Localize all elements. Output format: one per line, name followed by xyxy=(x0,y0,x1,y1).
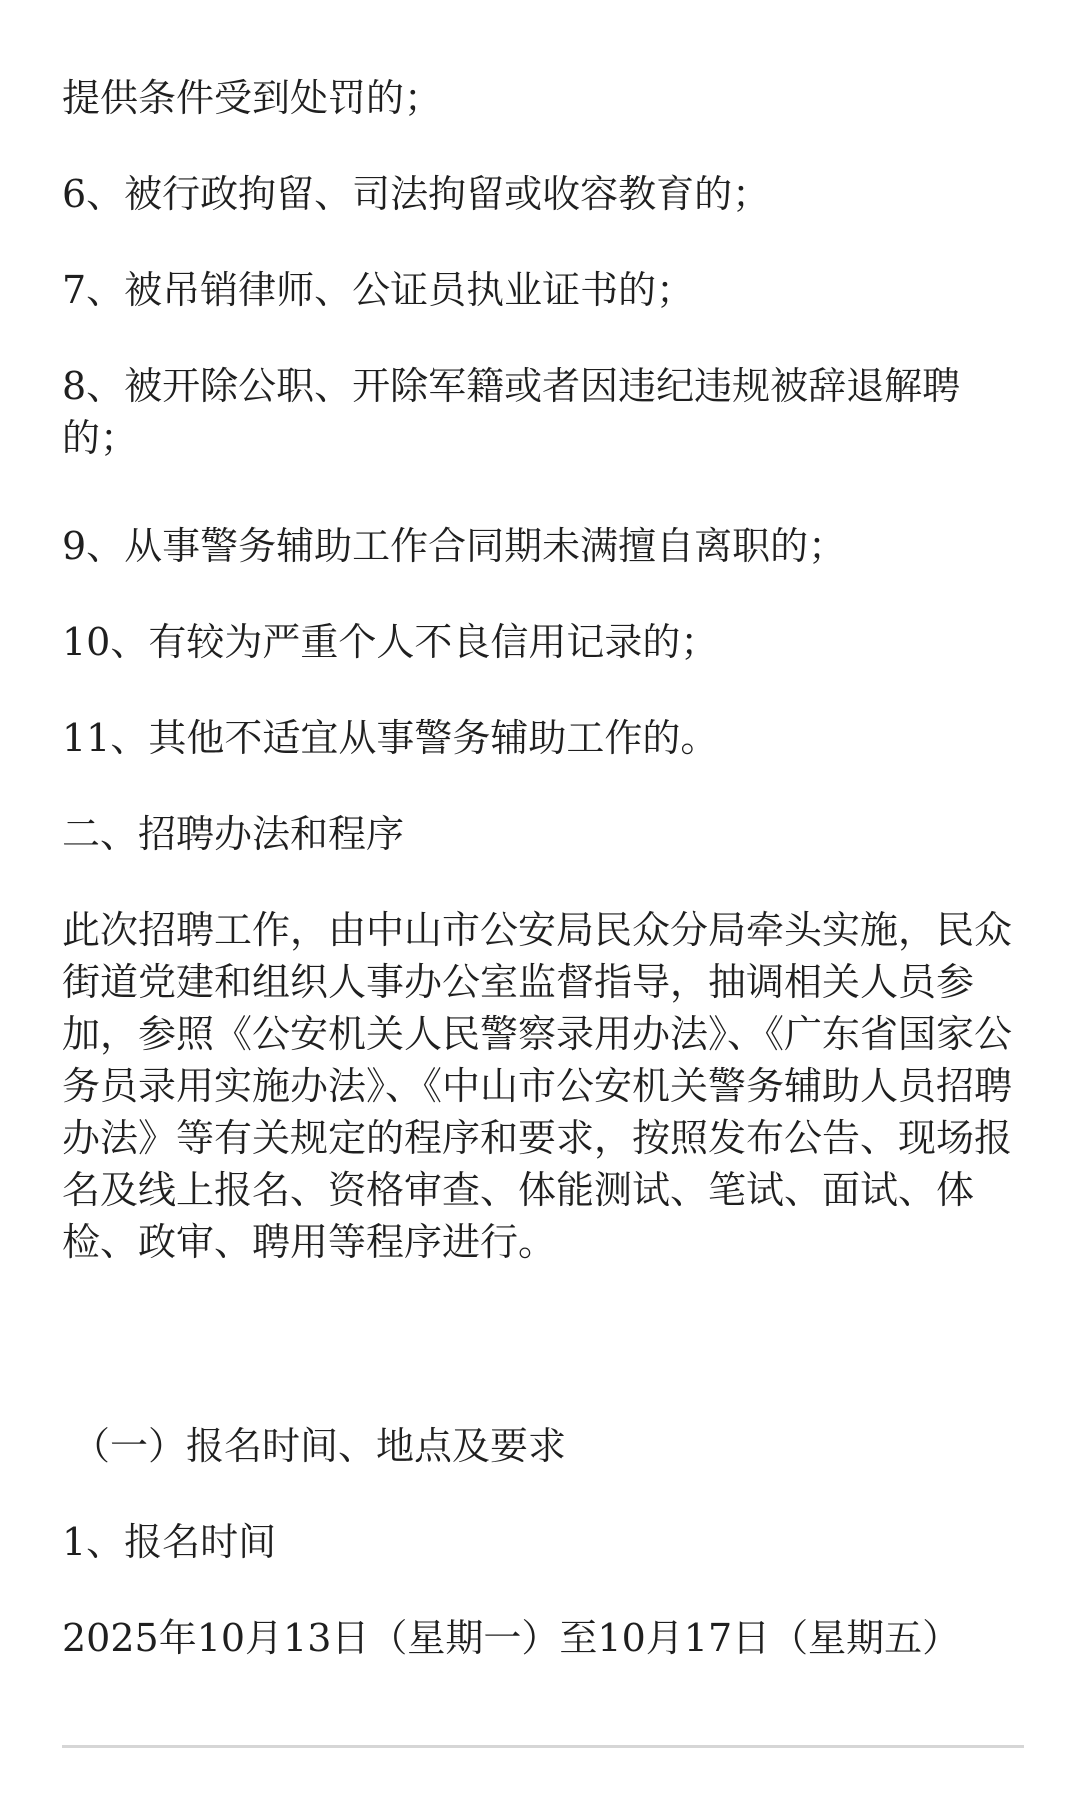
paragraph-item-9: 9、从事警务辅助工作合同期未满擅自离职的； xyxy=(62,524,847,568)
bottom-divider xyxy=(62,1745,1024,1748)
section-heading-recruitment-procedure: 二、招聘办法和程序 xyxy=(62,812,405,856)
paragraph-registration-dates: 2025年10月13日（星期一）至10月17日（星期五） xyxy=(62,1616,961,1660)
paragraph-penalty-continued: 提供条件受到处罚的； xyxy=(62,76,443,120)
paragraph-item-6: 6、被行政拘留、司法拘留或收容教育的； xyxy=(62,172,771,216)
paragraph-item-10: 10、有较为严重个人不良信用记录的； xyxy=(62,620,719,664)
subsection-heading-registration: （一）报名时间、地点及要求 xyxy=(72,1424,567,1468)
paragraph-item-7: 7、被吊销律师、公证员执业证书的； xyxy=(62,268,695,312)
paragraph-item-8: 8、被开除公职、开除军籍或者因违纪违规被辞退解聘的； xyxy=(62,364,961,460)
paragraph-procedure-description: 此次招聘工作，由中山市公安局民众分局牵头实施，民众街道党建和组织人事办公室监督指导，抽调相关人员参加，参照《公安机关人民警察录用办法》、《广东省国家公务员录用实施办法》、《中山市公安机关警务辅助人员招聘办法》等有关规定的程序和要求，按照发布公告、现场报名及线上报名、资格审查、体能测试、笔试、面试、体检、政审、聘用等程序进行。 xyxy=(62,908,1013,1264)
paragraph-registration-time-label: 1、报名时间 xyxy=(62,1520,277,1564)
paragraph-item-11: 11、其他不适宜从事警务辅助工作的。 xyxy=(62,716,719,760)
